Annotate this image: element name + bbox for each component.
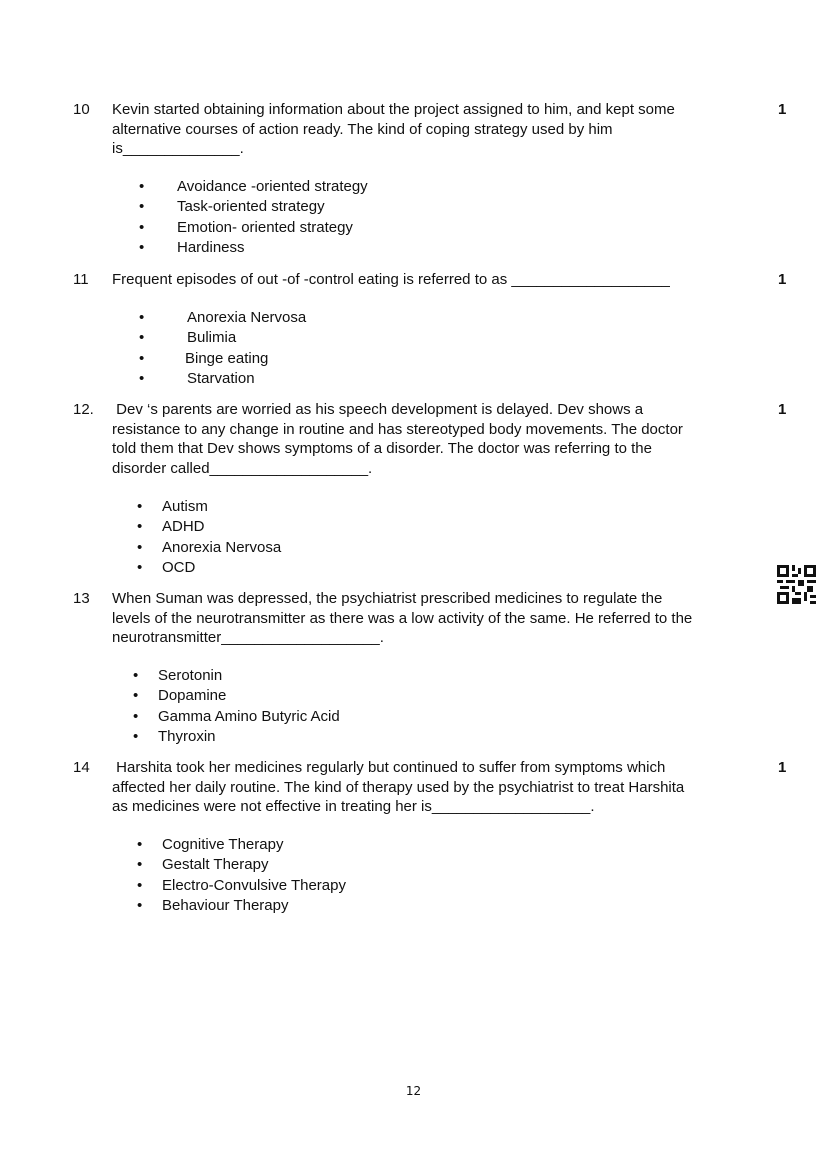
- option-1: [139, 177, 368, 197]
- question-number: 10: [73, 101, 90, 118]
- option-1: [137, 497, 281, 517]
- option-4: [139, 369, 306, 389]
- option-label: Behaviour Therapy: [162, 896, 289, 914]
- option-label: Autism: [162, 498, 208, 515]
- option-label: Hardiness: [177, 238, 245, 256]
- option-label: Bulimia: [187, 329, 237, 347]
- question-marks: 1: [778, 759, 787, 776]
- question-text: Dev ‘s parents are worried as his speech development is delayed. Dev shows a resistance to any change in routine and has stereotyped body movements. The doctor told them that Dev shows symptoms of a disorder. The doctor was referring to the disorder called___________________.: [112, 401, 683, 477]
- question-text: Kevin started obtaining information about the project assigned to him, and kept some alternative courses of action ready. The kind of coping strategy used by him is______________.: [112, 101, 675, 157]
- option-label: Thyroxin: [158, 727, 216, 745]
- option-4: [137, 896, 346, 916]
- option-4: [137, 558, 281, 578]
- option-label: Anorexia Nervosa: [162, 538, 282, 556]
- option-2: [139, 328, 306, 348]
- option-3: [137, 538, 281, 558]
- option-label: Serotonin: [158, 667, 223, 684]
- option-label: Emotion- oriented strategy: [177, 218, 353, 236]
- option-2: [139, 197, 368, 217]
- options-list: [139, 177, 368, 258]
- option-1: [137, 835, 346, 855]
- options-list: [137, 835, 346, 916]
- option-label: Dopamine: [158, 687, 227, 705]
- question-number: 13: [73, 590, 90, 607]
- option-label: Starvation: [187, 369, 255, 387]
- option-3: [139, 218, 368, 238]
- option-label: Binge eating: [185, 349, 269, 367]
- option-1: [139, 308, 306, 328]
- options-list: [133, 666, 340, 747]
- options-list: [139, 308, 306, 389]
- question-number: 11: [73, 271, 89, 288]
- option-3: [137, 876, 346, 896]
- question-number: 14: [73, 759, 90, 776]
- question-number: 12.: [73, 401, 94, 418]
- option-label: Task-oriented strategy: [177, 198, 325, 216]
- option-label: Gestalt Therapy: [162, 856, 269, 874]
- option-4: [139, 238, 368, 258]
- option-2: [137, 855, 346, 875]
- options-list: [137, 497, 281, 578]
- option-label: ADHD: [162, 518, 205, 536]
- question-marks: 1: [778, 271, 787, 288]
- option-2: [137, 517, 281, 537]
- option-2: [133, 686, 340, 706]
- option-label: Cognitive Therapy: [162, 836, 284, 853]
- option-label: Anorexia Nervosa: [187, 309, 307, 326]
- option-4: [133, 727, 340, 747]
- option-1: [133, 666, 340, 686]
- question-marks: 1: [778, 401, 787, 418]
- question-text: Harshita took her medicines regularly but continued to suffer from symptoms which affected her daily routine. The kind of therapy used by the psychiatrist to treat Harshita as medicines were not effective in treating her is___________________.: [112, 759, 685, 815]
- option-3: [139, 349, 306, 369]
- option-label: Electro-Convulsive Therapy: [162, 876, 346, 894]
- question-text: Frequent episodes of out -of -control eating is referred to as ___________________: [112, 271, 670, 288]
- page-number: 12: [405, 1084, 422, 1098]
- question-marks: 1: [778, 101, 787, 118]
- option-label: OCD: [162, 558, 196, 576]
- question-text: When Suman was depressed, the psychiatrist prescribed medicines to regulate the levels of the neurotransmitter as there was a low activity of the same. He referred to the neurotransmitter___________________.: [112, 590, 693, 646]
- option-3: [133, 707, 340, 727]
- option-label: Gamma Amino Butyric Acid: [158, 707, 340, 725]
- option-label: Avoidance -oriented strategy: [177, 178, 368, 195]
